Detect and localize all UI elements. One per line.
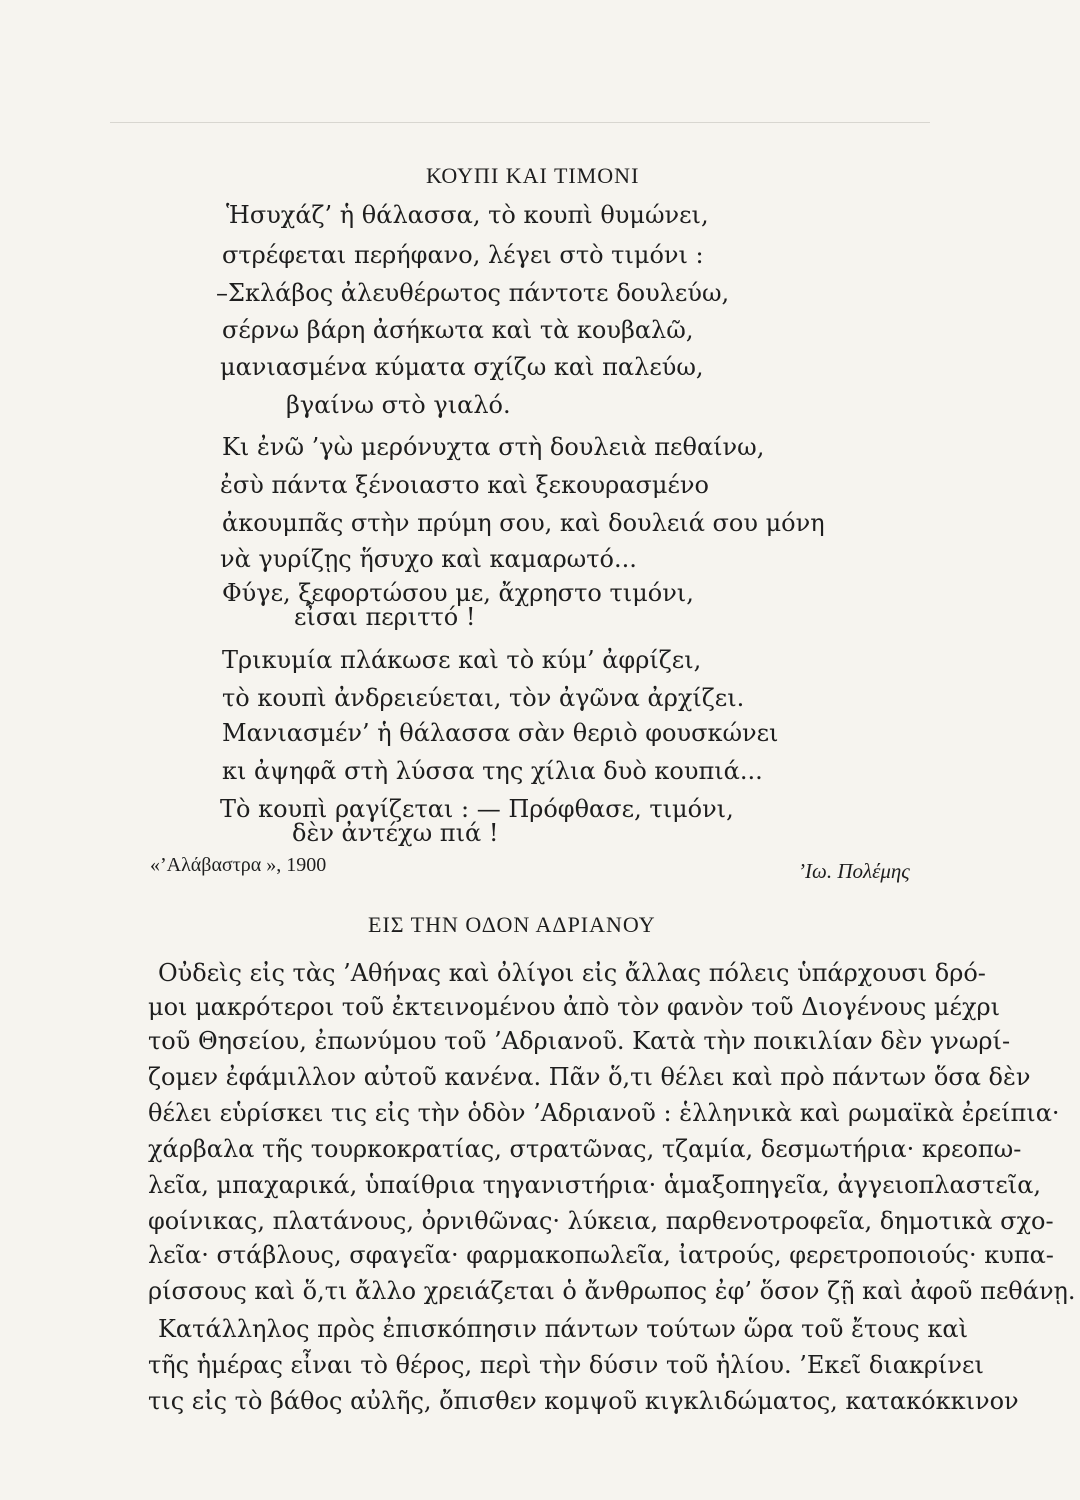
poem-line-7: Κι ἐνῶ ’γὼ μερόνυχτα στὴ δουλειὰ πεθαίνω, <box>222 433 765 461</box>
poem-title: ΚΟΥΠΙ ΚΑΙ ΤΙΜΟΝΙ <box>426 163 640 188</box>
poem-line-4: σέρνω βάρη ἀσήκωτα καὶ τὰ κουβαλῶ, <box>222 316 694 344</box>
essay-line-4: ζομεν ἐφάμιλλον αὐτοῦ κανένα. Πᾶν ὅ,τι θέλει καὶ πρὸ πάντων ὅσα δὲν <box>148 1063 1031 1091</box>
poem-line-13: Τρικυμία πλάκωσε καὶ τὸ κύμ’ ἀφρίζει, <box>222 646 702 674</box>
essay-line-5: θέλει εὑρίσκει τις εἰς τὴν ὁδὸν ’Αδριανοῦ : ἑλληνικὰ καὶ ρωμαϊκὰ ἐρείπια· <box>148 1099 1060 1127</box>
poem-line-16: κι ἀψηφᾶ στὴ λύσσα της χίλια δυὸ κουπιά... <box>222 757 763 785</box>
essay-line-3: τοῦ Θησείου, ἐπωνύμου τοῦ ’Αδριανοῦ. Κατὰ τὴν ποικιλίαν δὲν γνωρί- <box>148 1027 1011 1055</box>
poem-line-14: τὸ κουπὶ ἀνδρειεύεται, τὸν ἀγῶνα ἀρχίζει. <box>222 684 745 712</box>
poem-author: ’Ιω. Πολέμης <box>798 859 910 883</box>
poem-line-17: Τὸ κουπὶ ραγίζεται : — Πρόφθασε, τιμόνι, <box>220 795 734 823</box>
essay-line-9: λεῖα· στάβλους, σφαγεῖα· φαρμακοπωλεῖα, ἰατρούς, φερετροποιούς· κυπα- <box>148 1241 1054 1269</box>
poem-line-12: εἶσαι περιττό ! <box>294 603 476 631</box>
poem-line-10: νὰ γυρίζῃς ἥσυχο καὶ καμαρωτό... <box>220 545 637 573</box>
essay-line-13: τις εἰς τὸ βάθος αὐλῆς, ὄπισθεν κομψοῦ κιγκλιδώματος, κατακόκκινον <box>148 1387 1019 1415</box>
essay-line-12: τῆς ἡμέρας εἶναι τὸ θέρος, περὶ τὴν δύσιν τοῦ ἡλίου. ’Εκεῖ διακρίνει <box>148 1351 984 1379</box>
poem-line-18: δὲν ἀντέχω πιά ! <box>292 819 499 847</box>
essay-line-7: λεῖα, μπαχαρικά, ὑπαίθρια τηγανιστήρια· ἁμαξοπηγεῖα, ἀγγειοπλαστεῖα, <box>148 1171 1042 1199</box>
show-through-rule <box>110 122 930 123</box>
essay-title: ΕΙΣ ΤΗΝ ΟΔΟΝ ΑΔΡΙΑΝΟΥ <box>368 912 656 937</box>
poem-line-15: Μανιασμέν’ ἡ θάλασσα σὰν θεριὸ φουσκώνει <box>222 719 779 747</box>
poem-line-1: Ἡσυχάζ’ ἡ θάλασσα, τὸ κουπὶ θυμώνει, <box>226 201 709 229</box>
essay-line-10: ρίσσους καὶ ὅ,τι ἄλλο χρειάζεται ὁ ἄνθρωπος ἐφ’ ὅσον ζῇ καὶ ἀφοῦ πεθάνῃ. <box>148 1277 1076 1305</box>
poem-line-6: βγαίνω στὸ γιαλό. <box>286 391 511 419</box>
essay-line-6: χάρβαλα τῆς τουρκοκρατίας, στρατῶνας, τζαμία, δεσμωτήρια· κρεοπω- <box>148 1135 1022 1163</box>
poem-line-9: ἀκουμπᾶς στὴν πρύμη σου, καὶ δουλειά σου μόνη <box>222 509 825 537</box>
poem-line-5: μανιασμένα κύματα σχίζω καὶ παλεύω, <box>220 353 704 381</box>
poem-line-2: στρέφεται περήφανο, λέγει στὸ τιμόνι : <box>222 241 704 269</box>
essay-line-8: φοίνικας, πλατάνους, ὀρνιθῶνας· λύκεια, παρθενοτροφεῖα, δημοτικὰ σχο- <box>148 1207 1054 1235</box>
essay-line-1: Οὐδεὶς εἰς τὰς ’Αθήνας καὶ ὀλίγοι εἰς ἄλλας πόλεις ὑπάρχουσι δρό- <box>158 959 986 987</box>
essay-line-2: μοι μακρότεροι τοῦ ἐκτεινομένου ἀπὸ τὸν φανὸν τοῦ Διογένους μέχρι <box>148 993 1001 1021</box>
essay-line-11: Κατάλληλος πρὸς ἐπισκόπησιν πάντων τούτων ὥρα τοῦ ἔτους καὶ <box>158 1315 968 1343</box>
poem-line-11: Φύγε, ξεφορτώσου με, ἄχρηστο τιμόνι, <box>222 579 694 607</box>
poem-source: «’Αλάβαστρα », 1900 <box>150 854 327 876</box>
poem-line-8: ἐσὺ πάντα ξένοιαστο καὶ ξεκουρασμένο <box>220 471 709 499</box>
poem-line-3: –Σκλάβος ἀλευθέρωτος πάντοτε δουλεύω, <box>216 279 730 307</box>
